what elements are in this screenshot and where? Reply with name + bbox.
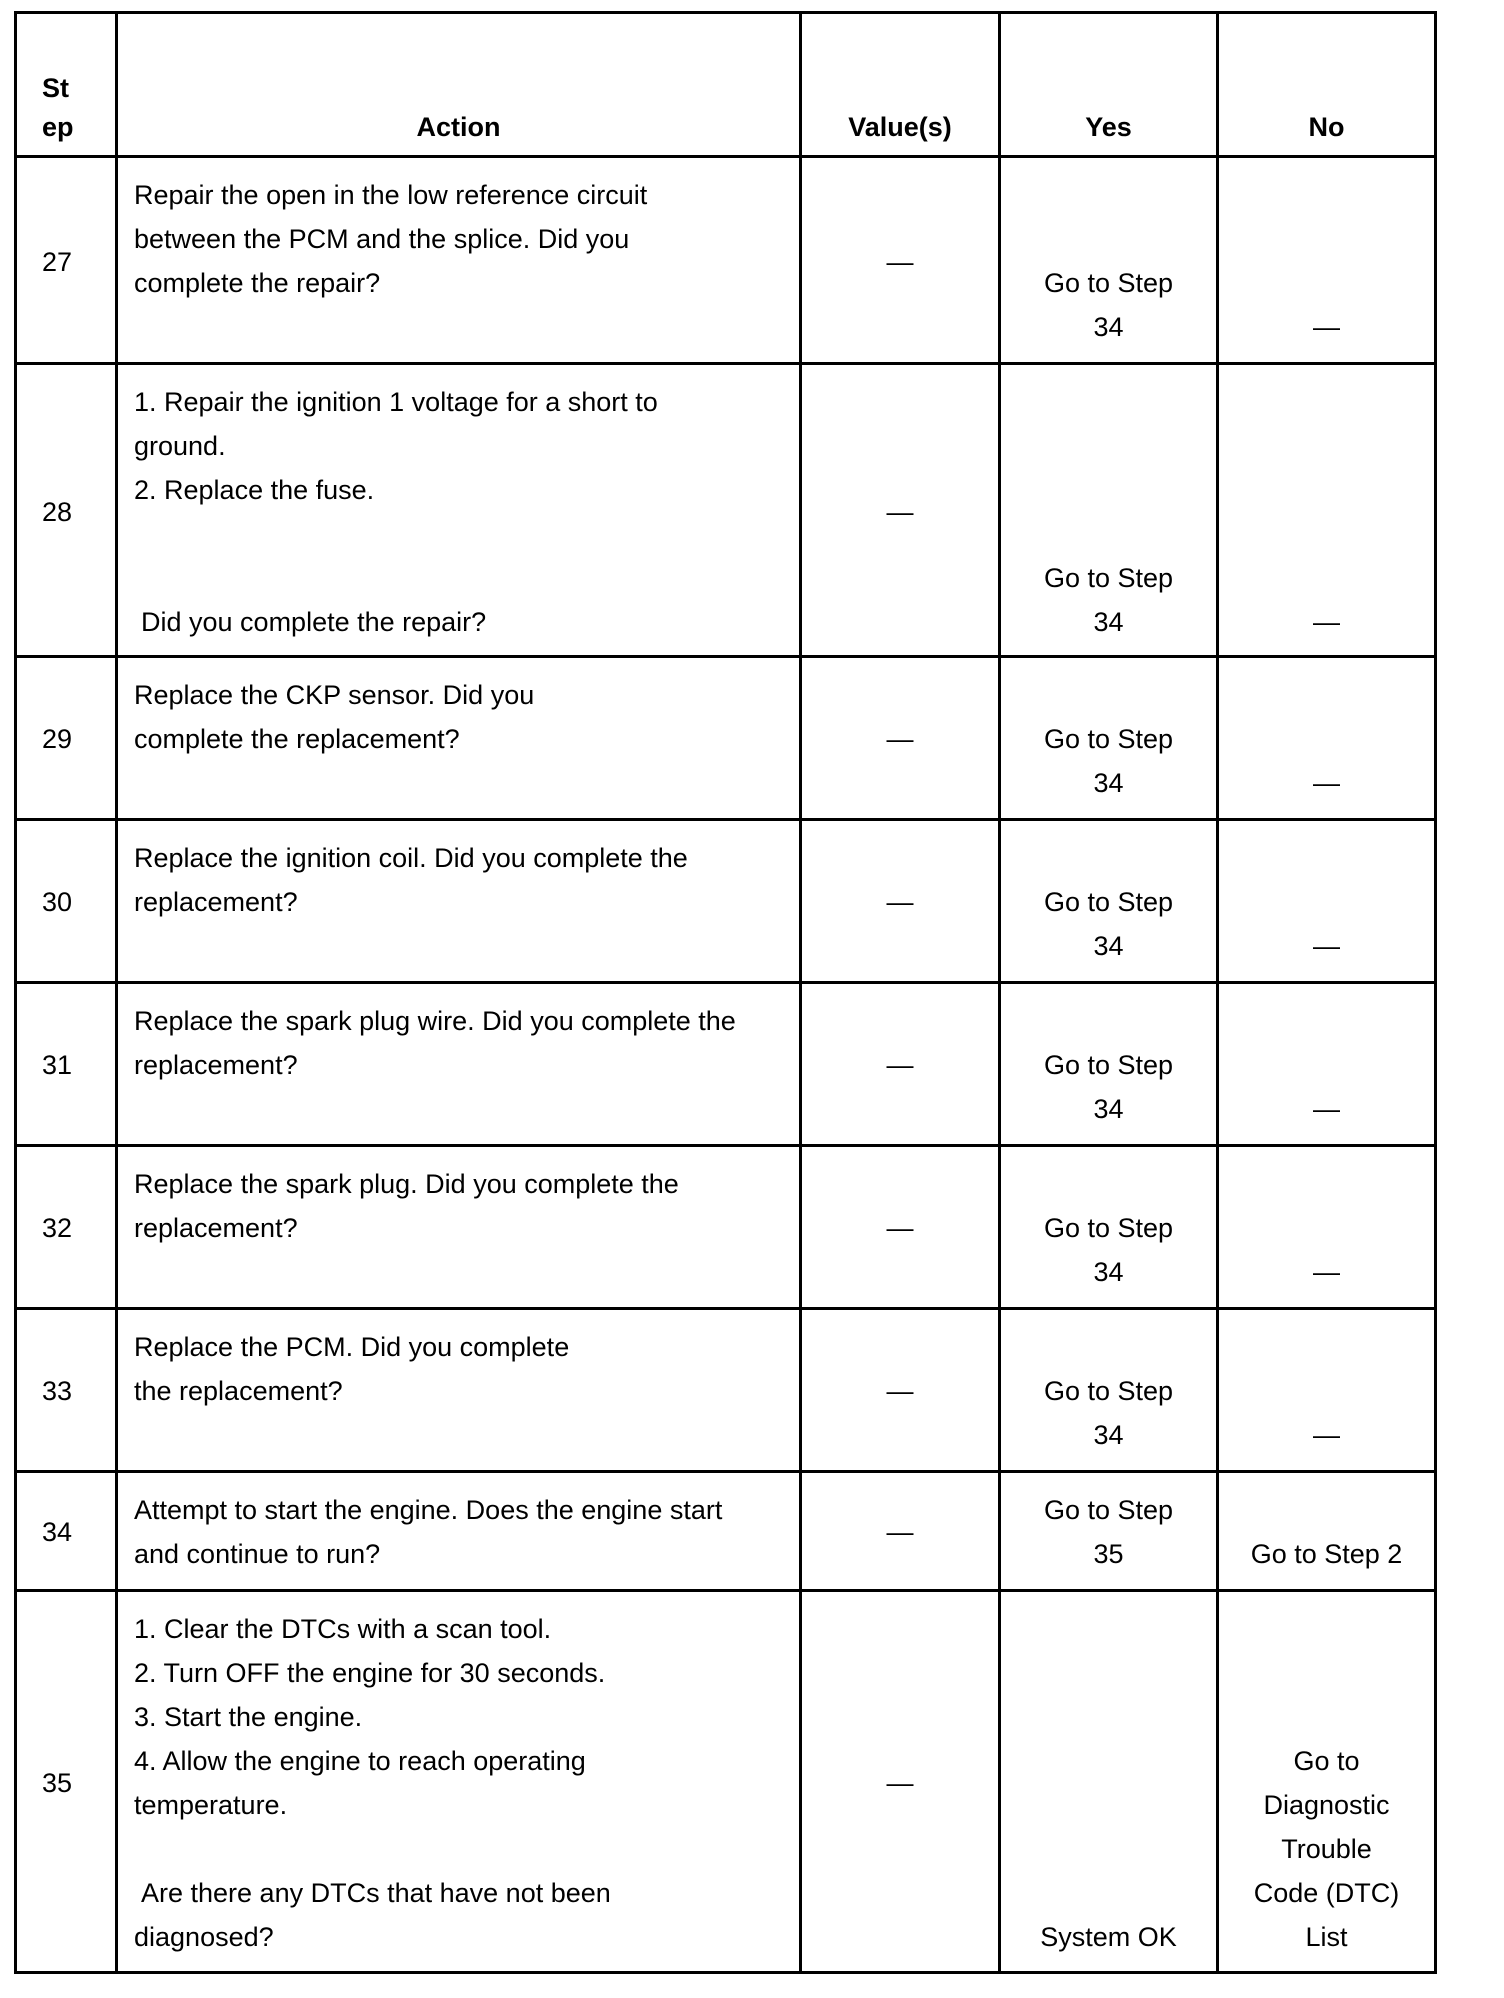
yes-cell	[1000, 1472, 1218, 1591]
yes-cell	[1000, 983, 1218, 1146]
yes-link[interactable]: 34	[1093, 1257, 1124, 1287]
yes-cell	[1000, 1146, 1218, 1309]
action-line: complete the replacement?	[134, 724, 460, 754]
header-row	[16, 13, 1436, 157]
yes-link[interactable]: Go to Step	[1043, 887, 1174, 917]
yes-link[interactable]: Go to Step	[1043, 1495, 1174, 1525]
yes-link[interactable]: Go to Step	[1043, 1213, 1174, 1243]
no-text: —	[1313, 1094, 1340, 1124]
value-cell	[801, 1146, 1000, 1309]
value-cell	[801, 820, 1000, 983]
action-line: Replace the CKP sensor. Did you	[134, 680, 535, 710]
no-link[interactable]: Code (DTC)	[1253, 1878, 1400, 1908]
step-number: 32	[42, 1213, 73, 1243]
header-step-line2: ep	[42, 112, 74, 142]
step-cell	[16, 820, 117, 983]
no-text: —	[1313, 1420, 1340, 1450]
no-text: —	[1313, 607, 1340, 637]
step-number: 28	[42, 497, 73, 527]
header-values-label: Value(s)	[848, 112, 952, 142]
step-number: 27	[42, 247, 73, 277]
yes-cell	[1000, 364, 1218, 657]
action-line: 2. Replace the fuse.	[134, 475, 375, 505]
no-link[interactable]: List	[1305, 1922, 1348, 1952]
no-text: —	[1313, 931, 1340, 961]
step-number: 35	[42, 1768, 73, 1798]
no-link[interactable]: Go to Step 2	[1250, 1539, 1403, 1569]
no-cell	[1218, 157, 1436, 364]
value-cell	[801, 1591, 1000, 1973]
action-line: replacement?	[134, 1050, 298, 1080]
yes-cell	[1000, 1591, 1218, 1973]
action-line: diagnosed?	[134, 1922, 274, 1952]
step-cell	[16, 1146, 117, 1309]
yes-cell	[1000, 820, 1218, 983]
action-line: Replace the spark plug wire. Did you complete the	[134, 1006, 736, 1036]
no-cell	[1218, 820, 1436, 983]
action-cell	[117, 657, 801, 820]
value-text: —	[886, 1050, 914, 1080]
yes-link[interactable]: 34	[1093, 931, 1124, 961]
step-cell	[16, 364, 117, 657]
no-text: —	[1313, 1257, 1340, 1287]
action-cell	[117, 1309, 801, 1472]
value-text: —	[886, 247, 914, 277]
no-text: —	[1313, 768, 1340, 798]
yes-link[interactable]: 34	[1093, 768, 1124, 798]
value-text: —	[886, 497, 914, 527]
value-text: —	[886, 1213, 914, 1243]
value-text: —	[886, 724, 914, 754]
no-cell	[1218, 983, 1436, 1146]
table-row	[16, 1472, 1436, 1591]
header-action-label: Action	[416, 112, 501, 142]
step-number: 29	[42, 724, 73, 754]
table-row	[16, 1309, 1436, 1472]
action-line: Are there any DTCs that have not been	[141, 1878, 611, 1908]
no-cell	[1218, 1146, 1436, 1309]
action-line: 2. Turn OFF the engine for 30 seconds.	[134, 1658, 606, 1688]
no-cell	[1218, 657, 1436, 820]
table-row	[16, 1591, 1436, 1973]
no-cell	[1218, 1591, 1436, 1973]
value-text: —	[886, 1376, 914, 1406]
action-line: the replacement?	[134, 1376, 343, 1406]
value-cell	[801, 364, 1000, 657]
action-line: and continue to run?	[134, 1539, 381, 1569]
action-line: 1. Clear the DTCs with a scan tool.	[134, 1614, 552, 1644]
action-line: replacement?	[134, 1213, 298, 1243]
step-number: 33	[42, 1376, 73, 1406]
header-step-line1: St	[42, 73, 69, 103]
step-number: 30	[42, 887, 73, 917]
action-cell	[117, 157, 801, 364]
action-cell	[117, 1146, 801, 1309]
no-link[interactable]: Go to	[1293, 1746, 1360, 1776]
action-line: ground.	[134, 431, 226, 461]
value-text: —	[886, 1768, 914, 1798]
action-line: Replace the spark plug. Did you complete the	[134, 1169, 679, 1199]
header-step	[16, 13, 117, 157]
header-no-label: No	[1308, 112, 1345, 142]
action-line: Replace the PCM. Did you complete	[134, 1332, 570, 1362]
yes-link[interactable]: Go to Step	[1043, 724, 1174, 754]
value-text: —	[886, 1517, 914, 1547]
yes-cell	[1000, 657, 1218, 820]
yes-link[interactable]: 35	[1093, 1539, 1124, 1569]
action-line: 3. Start the engine.	[134, 1702, 363, 1732]
yes-link[interactable]: 34	[1093, 607, 1124, 637]
no-cell	[1218, 1472, 1436, 1591]
header-action	[117, 13, 801, 157]
table-row	[16, 820, 1436, 983]
action-line: temperature.	[134, 1790, 288, 1820]
table-row	[16, 364, 1436, 657]
yes-text: System OK	[1040, 1922, 1177, 1952]
header-no	[1218, 13, 1436, 157]
step-cell	[16, 983, 117, 1146]
no-cell	[1218, 1309, 1436, 1472]
action-line: Replace the ignition coil. Did you complete the	[134, 843, 688, 873]
header-yes-label: Yes	[1085, 112, 1132, 142]
step-cell	[16, 157, 117, 364]
action-line: Attempt to start the engine. Does the engine start	[134, 1495, 723, 1525]
step-cell	[16, 1309, 117, 1472]
value-cell	[801, 983, 1000, 1146]
yes-link[interactable]: 34	[1093, 1420, 1124, 1450]
value-text: —	[886, 887, 914, 917]
action-line: 4. Allow the engine to reach operating	[134, 1746, 586, 1776]
step-cell	[16, 1591, 117, 1973]
table-row	[16, 157, 1436, 364]
step-number: 31	[42, 1050, 73, 1080]
action-line: 1. Repair the ignition 1 voltage for a short to	[134, 387, 658, 417]
action-cell	[117, 820, 801, 983]
value-cell	[801, 657, 1000, 820]
value-cell	[801, 1309, 1000, 1472]
header-yes	[1000, 13, 1218, 157]
yes-link[interactable]: Go to Step	[1043, 1050, 1174, 1080]
no-link[interactable]: Trouble	[1281, 1834, 1372, 1864]
action-line: Did you complete the repair?	[141, 607, 487, 637]
action-cell	[117, 1591, 801, 1973]
table-row	[16, 657, 1436, 820]
yes-cell	[1000, 1309, 1218, 1472]
table-row	[16, 983, 1436, 1146]
yes-link[interactable]: Go to Step	[1043, 1376, 1174, 1406]
yes-link[interactable]: 34	[1093, 1094, 1124, 1124]
action-cell	[117, 1472, 801, 1591]
no-link[interactable]: Diagnostic	[1263, 1790, 1390, 1820]
action-line: Repair the open in the low reference circuit	[134, 180, 648, 210]
header-values	[801, 13, 1000, 157]
yes-cell	[1000, 157, 1218, 364]
action-line: replacement?	[134, 887, 298, 917]
value-cell	[801, 157, 1000, 364]
action-line: between the PCM and the splice. Did you	[134, 224, 630, 254]
no-text: —	[1313, 312, 1340, 342]
step-number: 34	[42, 1517, 73, 1547]
step-cell	[16, 657, 117, 820]
no-cell	[1218, 364, 1436, 657]
yes-link[interactable]: Go to Step	[1043, 268, 1174, 298]
diagnostic-table	[14, 11, 1437, 1974]
action-cell	[117, 364, 801, 657]
step-cell	[16, 1472, 117, 1591]
yes-link[interactable]: Go to Step	[1043, 563, 1174, 593]
action-line: complete the repair?	[134, 268, 381, 298]
value-cell	[801, 1472, 1000, 1591]
action-cell	[117, 983, 801, 1146]
table-row	[16, 1146, 1436, 1309]
yes-link[interactable]: 34	[1093, 312, 1124, 342]
